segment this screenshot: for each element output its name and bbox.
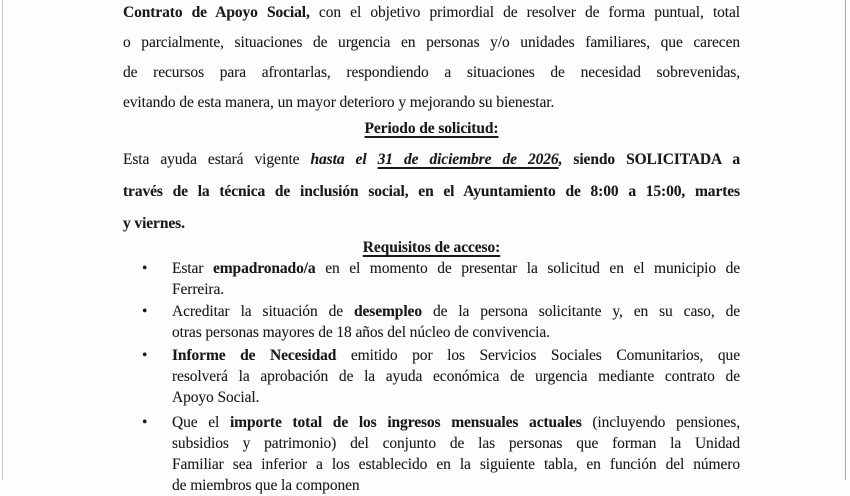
- text-line: [172, 454, 740, 475]
- bullet-icon: •: [142, 259, 148, 277]
- text-run: Apoyo Social.: [172, 388, 260, 406]
- text-run: través de la técnica de inclusión social, en el Ayuntamiento de 8:00 a 15:00, martes: [123, 183, 740, 200]
- text-run: Informe de Necesidad: [172, 346, 337, 364]
- text-line: [172, 301, 740, 322]
- period-paragraph: [123, 144, 740, 240]
- text-line: [172, 366, 740, 387]
- text-run: empadronado/a: [212, 259, 316, 277]
- text-run: de la persona solicitante y, en su caso, de: [421, 302, 740, 320]
- text-run: Familiar sea inferior a los establecido en la siguiente tabla, en función del número: [172, 455, 740, 473]
- text-line: [172, 322, 740, 343]
- requirement-text: [172, 345, 740, 408]
- scan-edge-right: [845, 0, 846, 480]
- requirement-item: [123, 345, 740, 408]
- text-run: (incluyendo pensiones,: [581, 413, 740, 431]
- text-line: [123, 0, 740, 28]
- text-run: Que el: [172, 413, 230, 431]
- requirements-heading: Requisitos de acceso:: [362, 239, 501, 256]
- text-run: importe total de los ingresos mensuales actuales: [229, 413, 582, 431]
- requirement-item: [123, 412, 740, 496]
- text-run: 31 de diciembre de 2026: [377, 151, 559, 168]
- intro-paragraph: [123, 0, 740, 118]
- text-run: emitido por los Servicios Sociales Comunitarios, que: [336, 346, 740, 364]
- text-run: de recursos para afrontarlas, respondiendo a situaciones de necesidad sobrevenidas,: [123, 64, 740, 81]
- text-run: resolverá la aprobación de la ayuda económica de urgencia mediante contrato de: [172, 367, 740, 385]
- text-line: [172, 475, 740, 496]
- text-run: Estar: [172, 259, 213, 277]
- bullet-icon: •: [142, 346, 148, 364]
- text-run: ,: [558, 151, 563, 168]
- text-line: [172, 387, 740, 408]
- text-line: [123, 144, 740, 176]
- text-line: [172, 258, 740, 279]
- requirement-text: [172, 412, 740, 496]
- text-line: [172, 279, 740, 300]
- document-content: [123, 0, 740, 496]
- text-run: siendo SOLICITADA a: [562, 151, 740, 168]
- text-line: [123, 58, 740, 88]
- bullet-icon: •: [142, 302, 148, 320]
- text-run: hasta el: [310, 151, 378, 168]
- text-run: subsidios y patrimonio) del conjunto de las personas que forman la Unidad: [172, 434, 740, 452]
- text-run: Ferreira.: [172, 280, 225, 298]
- text-run: en el momento de presentar la solicitud en el municipio de: [315, 259, 740, 277]
- requirements-list: [123, 258, 740, 496]
- text-line: [172, 412, 740, 433]
- text-line: [172, 345, 740, 366]
- text-line: [123, 28, 740, 58]
- text-run: otras personas mayores de 18 años del núcleo de convivencia.: [172, 323, 550, 341]
- text-run: o parcialmente, situaciones de urgencia en personas y/o unidades familiares, que carecen: [123, 34, 740, 51]
- requirement-item: [123, 301, 740, 343]
- text-run: Acreditar la situación de: [172, 302, 354, 320]
- scan-edge-left: [2, 0, 3, 480]
- text-run: evitando de esta manera, un mayor deterioro y mejorando su bienestar.: [123, 94, 555, 111]
- text-run: de miembros que la componen: [172, 476, 360, 494]
- period-heading: Periodo de solicitud:: [364, 120, 499, 137]
- text-run: Contrato de Apoyo Social,: [123, 4, 310, 21]
- text-line: [123, 88, 740, 118]
- text-run: con el objetivo primordial de resolver de forma puntual, total: [309, 4, 740, 21]
- requirement-text: [172, 301, 740, 343]
- bullet-icon: •: [142, 413, 148, 431]
- text-run: y viernes.: [123, 215, 185, 232]
- requirement-item: [123, 258, 740, 300]
- text-run: desempleo: [353, 302, 422, 320]
- text-run: Esta ayuda estará vigente: [123, 151, 311, 168]
- text-line: [172, 433, 740, 454]
- requirement-text: [172, 258, 740, 300]
- text-line: [123, 176, 740, 208]
